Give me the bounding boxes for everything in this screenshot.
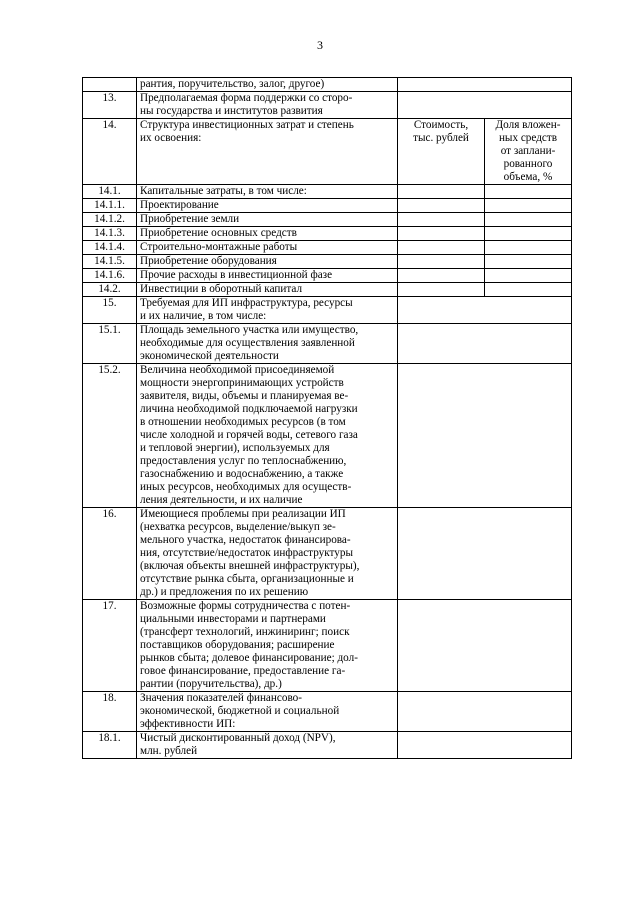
row-description: Структура инвестиционных затрат и степень их освоения:	[137, 119, 398, 185]
cost-cell[interactable]	[398, 185, 485, 199]
row-number: 14.1.6.	[83, 269, 137, 283]
table-row	[83, 227, 572, 241]
row-description: Приобретение основных средств	[137, 227, 398, 241]
table-row	[83, 78, 572, 92]
value-cell[interactable]	[398, 508, 572, 600]
row-number: 14.2.	[83, 283, 137, 297]
row-description: Значения показателей финансово- экономической, бюджетной и социальной эффективности ИП:	[137, 692, 398, 732]
row-description: Требуемая для ИП инфраструктура, ресурсы и их наличие, в том числе:	[137, 297, 398, 324]
row-number: 15.2.	[83, 364, 137, 508]
row-number: 18.1.	[83, 732, 137, 759]
row-description: Величина необходимой присоединяемой мощности энергопринимающих устройств заявителя, виды, объемы и планируемая ве- личина необходимой подключаемой нагрузки в отношении необходимых ресурсов (в том числе холодной и горячей воды, сетевого газа и тепловой энергии), используемых для предоставления услуг по теплоснабжению, газоснабжению и водоснабжению, а также иных ресурсов, необходимых для осуществ- ления деятельности, и их наличие	[137, 364, 398, 508]
table-row	[83, 283, 572, 297]
row-number: 16.	[83, 508, 137, 600]
cost-cell[interactable]	[398, 213, 485, 227]
row-number: 14.1.5.	[83, 255, 137, 269]
value-cell[interactable]	[398, 78, 572, 92]
share-cell[interactable]	[485, 227, 572, 241]
row-number: 14.1.3.	[83, 227, 137, 241]
row-number: 18.	[83, 692, 137, 732]
table-row	[83, 255, 572, 269]
table-row	[83, 324, 572, 364]
table-row	[83, 364, 572, 508]
page-number: 3	[317, 38, 323, 52]
row-description: Приобретение оборудования	[137, 255, 398, 269]
value-cell[interactable]	[398, 364, 572, 508]
row-description: Прочие расходы в инвестиционной фазе	[137, 269, 398, 283]
row-number: 14.1.1.	[83, 199, 137, 213]
table-row	[83, 732, 572, 759]
row-description: Инвестиции в оборотный капитал	[137, 283, 398, 297]
row-number: 14.1.4.	[83, 241, 137, 255]
row-description: Чистый дисконтированный доход (NPV), млн. рублей	[137, 732, 398, 759]
row-number: 14.	[83, 119, 137, 185]
table-row	[83, 297, 572, 324]
share-cell[interactable]	[485, 269, 572, 283]
cost-cell[interactable]	[398, 227, 485, 241]
share-column-header: Доля вложен- ных средств от заплани- рованного объема, %	[485, 119, 572, 185]
value-cell[interactable]	[398, 92, 572, 119]
row-number: 14.1.2.	[83, 213, 137, 227]
table-row	[83, 600, 572, 692]
row-description: Возможные формы сотрудничества с потен- циальными инвесторами и партнерами (трансферт технологий, инжиниринг; поиск поставщиков оборудования; расширение рынков сбыта; долевое финансирование; дол- говое финансирование, предоставление га- рантии (поручительства), др.)	[137, 600, 398, 692]
table-row	[83, 269, 572, 283]
row-number	[83, 78, 137, 92]
row-description: Приобретение земли	[137, 213, 398, 227]
share-cell[interactable]	[485, 199, 572, 213]
row-description: Строительно-монтажные работы	[137, 241, 398, 255]
share-cell[interactable]	[485, 283, 572, 297]
table-row	[83, 213, 572, 227]
table-row	[83, 119, 572, 185]
share-cell[interactable]	[485, 213, 572, 227]
row-description: рантия, поручительство, залог, другое)	[137, 78, 398, 92]
row-number: 14.1.	[83, 185, 137, 199]
table-row	[83, 199, 572, 213]
table-row	[83, 185, 572, 199]
value-cell[interactable]	[398, 732, 572, 759]
row-description: Проектирование	[137, 199, 398, 213]
table-row	[83, 92, 572, 119]
cost-cell[interactable]	[398, 255, 485, 269]
cost-cell[interactable]	[398, 269, 485, 283]
row-description: Предполагаемая форма поддержки со сторо- ны государства и институтов развития	[137, 92, 398, 119]
table-row	[83, 692, 572, 732]
table-row	[83, 241, 572, 255]
row-description: Имеющиеся проблемы при реализации ИП (нехватка ресурсов, выделение/выкуп зе- мельного участка, недостаток финансирова- ния, отсутствие/недостаток инфраструктуры (включая объекты внешней инфраструктуры), отсутствие рынка сбыта, организационные и др.) и предложения по их решению	[137, 508, 398, 600]
value-cell[interactable]	[398, 297, 572, 324]
value-cell[interactable]	[398, 692, 572, 732]
value-cell[interactable]	[398, 600, 572, 692]
row-description: Капитальные затраты, в том числе:	[137, 185, 398, 199]
share-cell[interactable]	[485, 185, 572, 199]
cost-cell[interactable]	[398, 199, 485, 213]
cost-cell[interactable]	[398, 283, 485, 297]
row-number: 17.	[83, 600, 137, 692]
investment-form-table	[82, 77, 572, 759]
row-number: 13.	[83, 92, 137, 119]
row-number: 15.1.	[83, 324, 137, 364]
cost-column-header: Стоимость, тыс. рублей	[398, 119, 485, 185]
cost-cell[interactable]	[398, 241, 485, 255]
value-cell[interactable]	[398, 324, 572, 364]
row-number: 15.	[83, 297, 137, 324]
share-cell[interactable]	[485, 241, 572, 255]
table-row	[83, 508, 572, 600]
share-cell[interactable]	[485, 255, 572, 269]
row-description: Площадь земельного участка или имущество, необходимые для осуществления заявленной экономической деятельности	[137, 324, 398, 364]
